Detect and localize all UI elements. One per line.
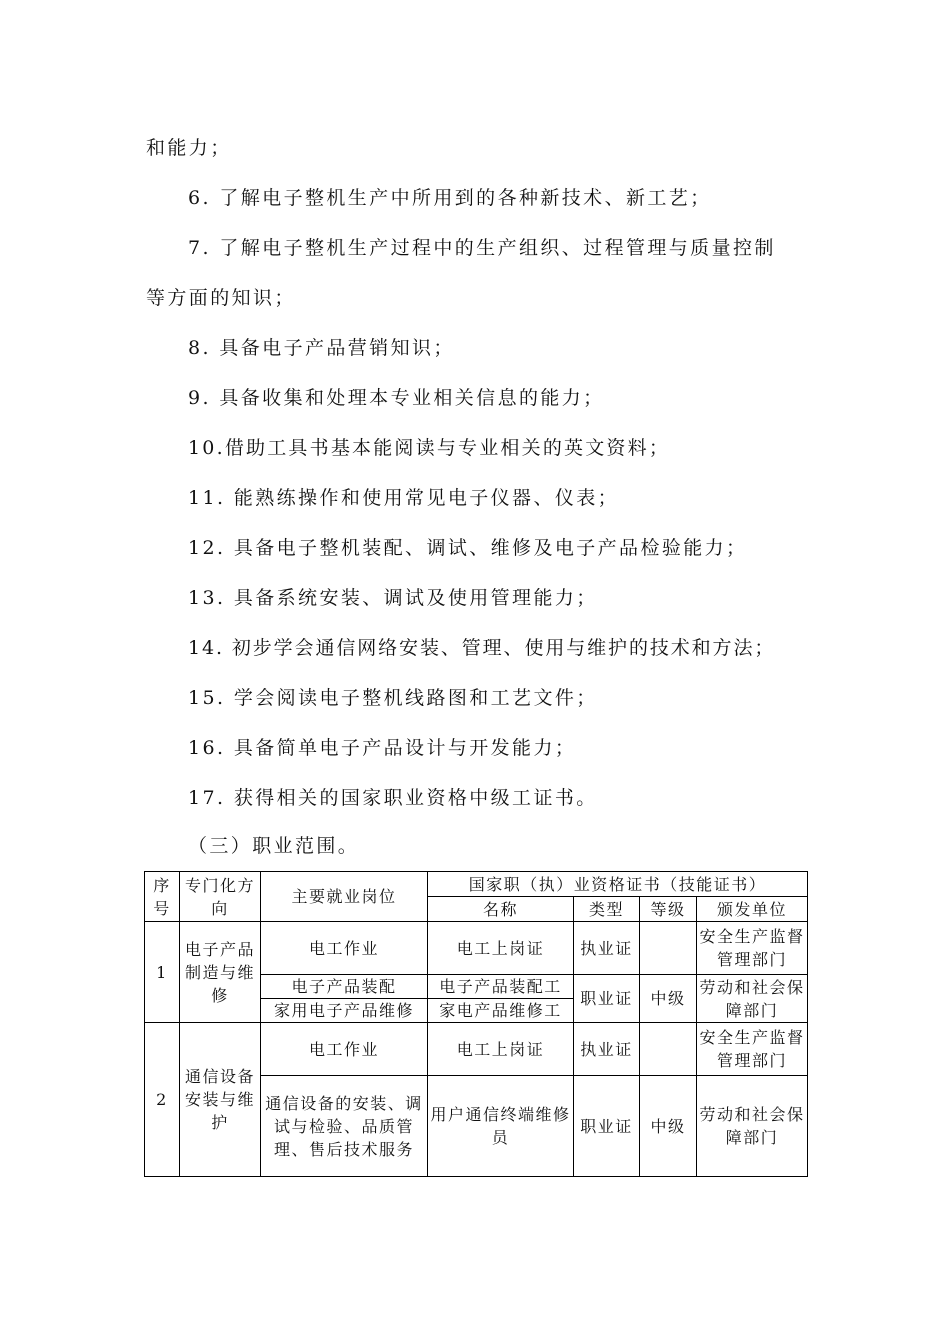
table-header-row: [145, 872, 808, 897]
header-certificate-group: 国家职（执）业资格证书（技能证书）: [428, 872, 808, 897]
header-direction: 专门化方向: [180, 872, 261, 922]
row-cert-issuer: 劳动和社会保障部门: [697, 1076, 808, 1177]
header-name: 名称: [428, 897, 574, 922]
header-seq: 序号: [145, 872, 180, 922]
row-position: 电工作业: [261, 922, 428, 975]
list-item-12: 12. 具备电子整机装配、调试、维修及电子产品检验能力；: [188, 537, 748, 559]
row-direction: 通信设备安装与维护: [180, 1023, 261, 1177]
row-cert-type: 执业证: [574, 922, 640, 975]
row-cert-level: [640, 1023, 697, 1076]
row-cert-type: 职业证: [574, 1076, 640, 1177]
row-cert-issuer: 安全生产监督管理部门: [697, 1023, 808, 1076]
row-position: 电工作业: [261, 1023, 428, 1076]
row-cert-name: 电工上岗证: [428, 1023, 574, 1076]
row-seq: 1: [145, 922, 180, 1023]
list-item-15: 15. 学会阅读电子整机线路图和工艺文件；: [188, 687, 598, 709]
occupation-table: [144, 871, 808, 1177]
header-type: 类型: [574, 897, 640, 922]
row-seq: 2: [145, 1023, 180, 1177]
list-item-16: 16. 具备简单电子产品设计与开发能力；: [188, 737, 577, 759]
table-row: [145, 922, 808, 975]
row-cert-issuer: 劳动和社会保障部门: [697, 975, 808, 1023]
list-item-10: 10.借助工具书基本能阅读与专业相关的英文资料；: [188, 437, 671, 459]
row-cert-level: 中级: [640, 1076, 697, 1177]
header-level: 等级: [640, 897, 697, 922]
row-cert-type: 执业证: [574, 1023, 640, 1076]
list-item-7-continuation: 等方面的知识；: [146, 287, 296, 309]
list-item-7: 7. 了解电子整机生产过程中的生产组织、过程管理与质量控制: [188, 237, 776, 259]
paragraph-continuation: 和能力；: [146, 137, 232, 159]
row-direction: 电子产品制造与维修: [180, 922, 261, 1023]
table-row: [145, 1023, 808, 1076]
row-position: 家用电子产品维修: [261, 999, 428, 1023]
list-item-8: 8. 具备电子产品营销知识；: [188, 337, 455, 359]
row-position: 电子产品装配: [261, 975, 428, 999]
list-item-17: 17. 获得相关的国家职业资格中级工证书。: [188, 787, 598, 809]
row-cert-type: 职业证: [574, 975, 640, 1023]
section-heading: （三）职业范围。: [188, 835, 360, 857]
row-cert-issuer: 安全生产监督管理部门: [697, 922, 808, 975]
row-cert-level: [640, 922, 697, 975]
list-item-14: 14. 初步学会通信网络安装、管理、使用与维护的技术和方法；: [188, 637, 776, 659]
row-cert-name: 电工上岗证: [428, 922, 574, 975]
row-cert-name: 家电产品维修工: [428, 999, 574, 1023]
list-item-11: 11. 能熟练操作和使用常见电子仪器、仪表；: [188, 487, 620, 509]
list-item-13: 13. 具备系统安装、调试及使用管理能力；: [188, 587, 598, 609]
row-cert-name: 电子产品装配工: [428, 975, 574, 999]
row-cert-name: 用户通信终端维修员: [428, 1076, 574, 1177]
header-position: 主要就业岗位: [261, 872, 428, 922]
header-issuer: 颁发单位: [697, 897, 808, 922]
list-item-9: 9. 具备收集和处理本专业相关信息的能力；: [188, 387, 605, 409]
row-cert-level: 中级: [640, 975, 697, 1023]
row-position: 通信设备的安装、调试与检验、品质管理、售后技术服务: [261, 1076, 428, 1177]
list-item-6: 6. 了解电子整机生产中所用到的各种新技术、新工艺；: [188, 187, 712, 209]
